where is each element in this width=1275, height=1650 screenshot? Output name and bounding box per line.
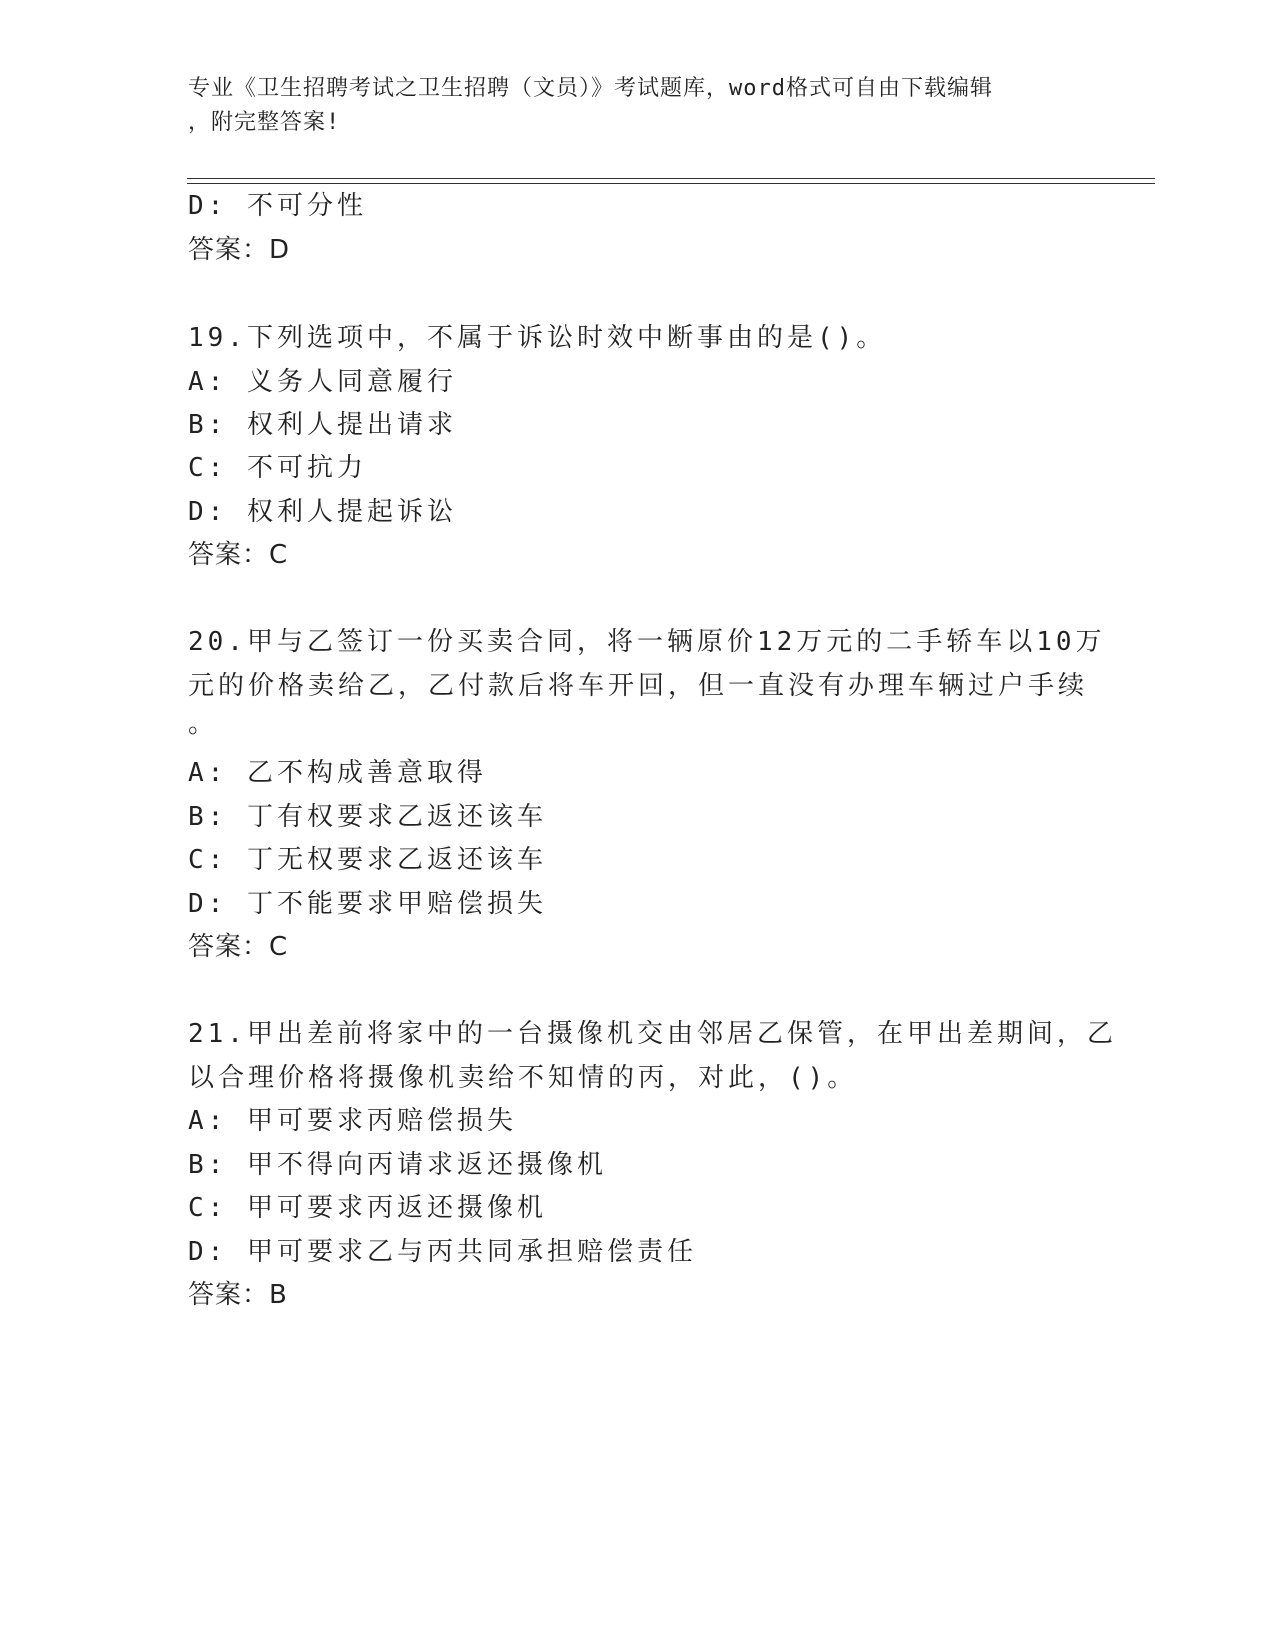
q21-answer: 答案：B <box>188 1280 288 1310</box>
q20-option-c: C: 丁无权要求乙返还该车 <box>188 845 547 875</box>
q20-option-a: A: 乙不构成善意取得 <box>188 758 487 788</box>
q21-option-a: A: 甲可要求丙赔偿损失 <box>188 1106 517 1136</box>
q19-option-b: B: 权利人提出请求 <box>188 410 457 440</box>
prev-answer: 答案：D <box>188 235 291 265</box>
q21-option-c: C: 甲可要求丙返还摄像机 <box>188 1193 547 1223</box>
header-divider-bottom <box>187 183 1155 184</box>
q19-stem: 19.下列选项中，不属于诉讼时效中断事由的是()。 <box>188 323 887 353</box>
q20-option-d: D: 丁不能要求甲赔偿损失 <box>188 889 547 919</box>
q19-answer: 答案：C <box>188 540 289 570</box>
q20-stem-line-2: 元的价格卖给乙，乙付款后将车开回，但一直没有办理车辆过户手续 <box>188 671 1089 701</box>
q20-stem-line-3: 。 <box>188 709 219 739</box>
q21-option-d: D: 甲可要求乙与丙共同承担赔偿责任 <box>188 1237 697 1267</box>
q20-answer: 答案：C <box>188 932 289 962</box>
q21-stem-line-2: 以合理价格将摄像机卖给不知情的丙，对此，()。 <box>188 1063 858 1093</box>
q19-option-d: D: 权利人提起诉讼 <box>188 497 457 527</box>
prev-option-d: D: 不可分性 <box>188 191 367 221</box>
q21-stem-line-1: 21.甲出差前将家中的一台摄像机交由邻居乙保管，在甲出差期间，乙 <box>188 1019 1117 1049</box>
header-divider-top <box>187 178 1155 179</box>
header-line-1: 专业《卫生招聘考试之卫生招聘（文员）》考试题库，word格式可自由下载编辑 <box>188 76 993 101</box>
q19-option-c: C: 不可抗力 <box>188 453 367 483</box>
q21-option-b: B: 甲不得向丙请求返还摄像机 <box>188 1150 607 1180</box>
header-line-2: ，附完整答案! <box>188 110 341 135</box>
q20-stem-line-1: 20.甲与乙签订一份买卖合同，将一辆原价12万元的二手轿车以10万 <box>188 627 1106 657</box>
q19-option-a: A: 义务人同意履行 <box>188 367 457 397</box>
q20-option-b: B: 丁有权要求乙返还该车 <box>188 802 547 832</box>
document-header <box>188 72 1068 140</box>
